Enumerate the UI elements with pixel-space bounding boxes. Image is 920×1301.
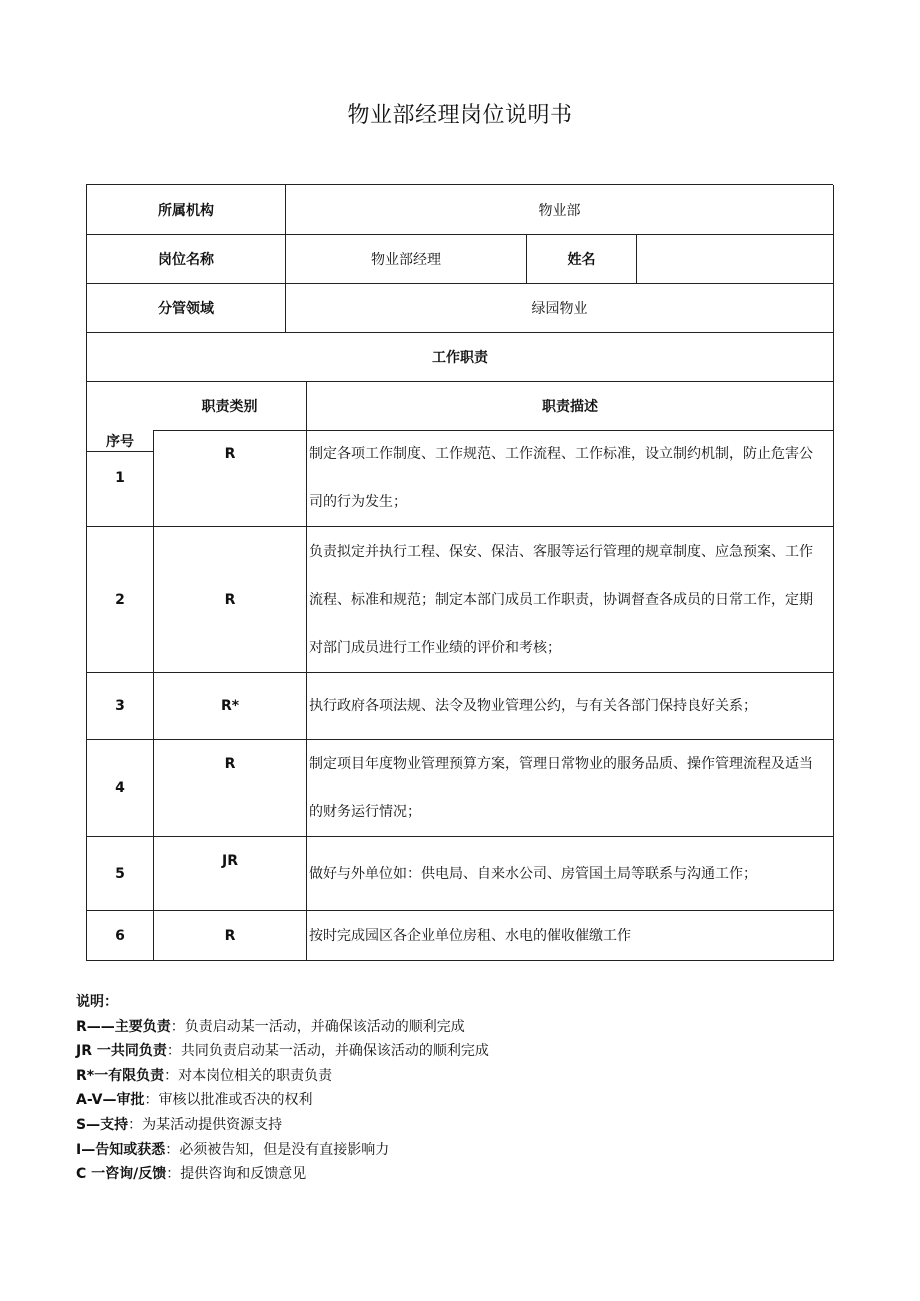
duty-description: 负责拟定并执行工程、保安、保洁、客服等运行管理的规章制度、应急预案、工作流程、标准和规范；制定本部门成员工作职责，协调督查各成员的日常工作，定期对部门成员进行工作业绩的评价和考核；: [307, 527, 834, 673]
name-label: 姓名: [527, 235, 637, 284]
duty-category: R: [154, 740, 307, 837]
note-text: ：共同负责启动某一活动，并确保该活动的顺利完成: [166, 1043, 489, 1060]
note-text: ：审核以批准或否决的权利: [144, 1092, 313, 1109]
duty-no: 3: [87, 673, 154, 740]
note-text: ：负责启动某一活动，并确保该活动的顺利完成: [170, 1018, 465, 1035]
area-value: 绿园物业: [286, 284, 834, 333]
duty-category: R: [154, 911, 307, 961]
note-item: [76, 1015, 489, 1040]
duty-no: 4: [87, 740, 154, 837]
position-value: 物业部经理: [286, 235, 527, 284]
duty-description: 做好与外单位如：供电局、自来水公司、房管国土局等联系与沟通工作；: [307, 837, 834, 911]
duties-title: 工作职责: [87, 333, 834, 382]
note-item: [76, 1064, 489, 1089]
duty-category: R: [154, 430, 307, 527]
note-item: [76, 1113, 489, 1138]
name-value: [637, 235, 834, 284]
note-key: S—支持: [76, 1116, 129, 1133]
note-key: C 一咨询/反馈: [76, 1166, 167, 1183]
note-key: R*一有限负责: [76, 1067, 165, 1084]
duty-no: 2: [87, 527, 154, 673]
duty-description: 制定各项工作制度、工作规范、工作流程、工作标准，设立制约机制，防止危害公司的行为发生；: [307, 430, 834, 527]
note-item: [76, 1039, 489, 1064]
note-item: [76, 1162, 489, 1187]
col-header-description: 职责描述: [307, 382, 834, 431]
note-text: ：提供咨询和反馈意见: [166, 1166, 307, 1183]
legend-notes: [76, 990, 489, 1187]
notes-heading: 说明：: [76, 994, 118, 1010]
org-value: 物业部: [286, 185, 834, 235]
note-item: [76, 1088, 489, 1113]
org-label: 所属机构: [87, 185, 286, 235]
position-label: 岗位名称: [87, 235, 286, 284]
note-key: A-V—审批: [76, 1092, 145, 1109]
note-text: ：为某活动提供资源支持: [128, 1116, 283, 1133]
duty-category: JR: [154, 837, 307, 911]
col-header-no: 序号: [87, 431, 154, 452]
position-info-table: [86, 184, 833, 452]
note-text: ：必须被告知，但是没有直接影响力: [165, 1141, 390, 1158]
duty-category: R*: [154, 673, 307, 740]
duties-table: [86, 430, 833, 961]
note-key: JR 一共同负责: [76, 1043, 167, 1060]
page-title: 物业部经理岗位说明书: [347, 103, 573, 128]
note-text: ：对本岗位相关的职责负责: [164, 1067, 333, 1084]
duty-no: 6: [87, 911, 154, 961]
duty-no: 5: [87, 837, 154, 911]
duty-description: 按时完成园区各企业单位房租、水电的催收催缴工作: [307, 911, 834, 961]
duty-category: R: [154, 527, 307, 673]
duty-no: 1: [87, 430, 154, 527]
duty-description: 制定项目年度物业管理预算方案，管理日常物业的服务品质、操作管理流程及适当的财务运行情况；: [307, 740, 834, 837]
note-key: I—告知或获悉: [76, 1141, 166, 1158]
note-key: R——主要负责: [76, 1018, 171, 1035]
duty-description: 执行政府各项法规、法令及物业管理公约，与有关各部门保持良好关系；: [307, 673, 834, 740]
col-header-category: 职责类别: [153, 382, 307, 431]
area-label: 分管领域: [87, 284, 286, 333]
note-item: [76, 1138, 489, 1163]
